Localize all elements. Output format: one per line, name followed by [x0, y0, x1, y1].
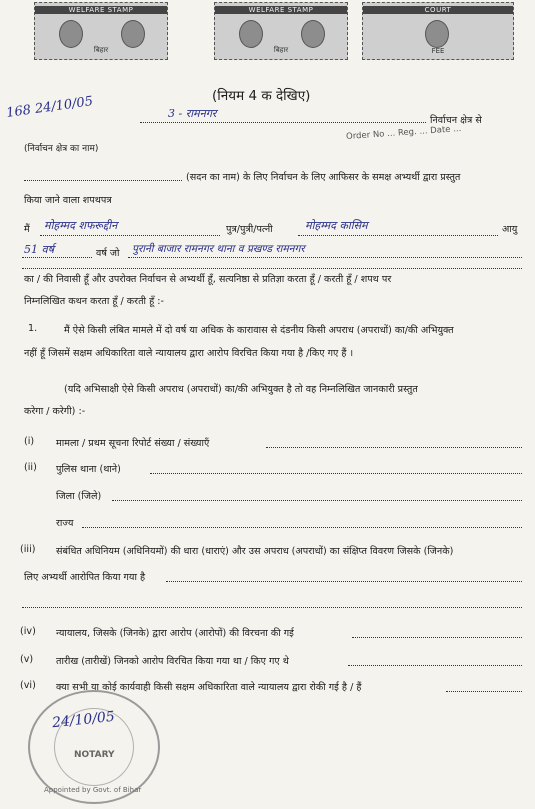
declarant-line3: का / की निवासी हूँ और उपरोक्त निर्वाचन से अभ्यर्थी हूँ, सत्यनिष्ठा से प्रतिज्ञा करता हूँ / करती हूँ / शपथ पर	[24, 274, 392, 285]
relation-label: पुत्र/पुत्री/पत्नी	[226, 224, 273, 235]
age-value: 51 वर्ष	[24, 243, 54, 256]
notary-seal	[28, 690, 160, 804]
emblem-icon	[59, 20, 83, 48]
rule-heading: (नियम 4 क देखिए)	[212, 88, 311, 104]
name-line	[40, 235, 220, 236]
note-line2: करेगा / करेगी) :-	[24, 406, 86, 417]
item-number: (ii)	[24, 462, 37, 473]
stamp-header: COURT	[363, 6, 513, 14]
stamp-sub: बिहार	[273, 46, 289, 54]
item-label-stay: क्या सभी या कोई कार्यवाही किसी सक्षम अधिकारिता वाले न्यायालय द्वारा रोकी गई है / हैं	[56, 682, 362, 693]
welfare-stamp	[214, 2, 348, 60]
item-line	[266, 447, 522, 448]
item-label-district: जिला (जिले)	[56, 491, 102, 502]
item-label-case: मामला / प्रथम सूचना रिपोर्ट संख्या / संख्याएँ	[56, 438, 210, 449]
item-number: (vi)	[20, 680, 36, 691]
stamp-header: WELFARE STAMP	[35, 6, 167, 14]
declarant-name: मोहम्मद शफरूद्दीन	[44, 219, 118, 232]
house-name-line	[24, 180, 182, 181]
item-line	[82, 527, 522, 528]
notary-signature: 24/10/05	[51, 708, 116, 732]
declarant-i: मैं	[24, 224, 30, 235]
address-value: पुरानी बाजार रामनगर थाना व प्रखण्ड रामनगर	[132, 243, 305, 255]
item-label-date: तारीख (तारीखें) जिनको आरोप विरचित किया गया था / किए गए थे	[56, 656, 289, 667]
address-line	[128, 257, 522, 258]
item-number: (iv)	[20, 626, 36, 637]
note-line1: (यदि अभिसाक्षी ऐसे किसी अपराध (अपराधों) का/की अभियुक्त है तो वह निम्नलिखित जानकारी प्रस्तुत	[64, 384, 418, 395]
stamp-sub: बिहार	[93, 46, 109, 54]
emblem-icon	[301, 20, 325, 48]
emblem-icon	[425, 20, 449, 48]
item-line	[166, 581, 522, 582]
item-number: (i)	[24, 436, 35, 447]
constituency-value: 3 - रामनगर	[168, 107, 217, 120]
para1-line2: नहीं हूँ जिसमें सक्षम अधिकारिता वाले न्यायालय द्वारा आरोप विरचित किया गया है /किए गए हैं ।	[24, 348, 354, 359]
item-label-court: न्यायालय, जिसके (जिनके) द्वारा आरोप (आरोपों) की विरचना की गई	[56, 628, 294, 639]
item-line	[22, 607, 522, 608]
emblem-icon	[121, 20, 145, 48]
father-name: मोहम्मद कासिम	[305, 219, 368, 232]
item-number: (iii)	[20, 544, 36, 555]
seal-ring-text: Appointed by Govt. of Bihar	[44, 786, 142, 794]
stamp-strip	[0, 0, 535, 62]
item-label-state: राज्य	[56, 518, 74, 529]
para1-line1: मैं ऐसे किसी लंबित मामले में दो वर्ष या अधिक के कारावास से दंडनीय किसी अपराध (अपराधों) का/की अभियुक्त	[64, 325, 454, 336]
item-line	[446, 691, 522, 692]
item-line	[150, 473, 522, 474]
age-suffix: वर्ष जो	[96, 248, 120, 259]
item-number: (v)	[20, 654, 34, 665]
welfare-stamp	[34, 2, 168, 60]
item-label-act-2: लिए अभ्यर्थी आरोपित किया गया है	[24, 572, 146, 583]
declarant-line4: निम्नलिखित कथन करता हूँ / करती हूँ :-	[24, 296, 164, 307]
para1-number: 1.	[28, 323, 38, 334]
address-line-2	[22, 268, 522, 269]
stamp-header: WELFARE STAMP	[215, 6, 347, 14]
constituency-line	[140, 122, 426, 123]
item-label-police: पुलिस थाना (थाने)	[56, 464, 121, 475]
intro-line2: किया जाने वाला शपथपत्र	[24, 195, 112, 206]
item-line	[348, 665, 522, 666]
emblem-icon	[239, 20, 263, 48]
intro-line1: (सदन का नाम) के लिए निर्वाचन के लिए आफिसर के समक्ष अभ्यर्थी द्वारा प्रस्तुत	[186, 172, 461, 183]
father-line	[298, 235, 498, 236]
item-line	[352, 637, 522, 638]
item-line	[112, 500, 522, 501]
stamp-note: Order No ... Reg. ... Date ...	[345, 123, 462, 143]
constituency-label: निर्वाचन क्षेत्र से	[430, 115, 482, 126]
item-label-act: संबंधित अधिनियम (अधिनियमों) की धारा (धाराएं) और उस अपराध (अपराधों) का संक्षिप्त विवरण जिसके (जिनके)	[56, 546, 454, 557]
margin-note: 168 24/10/05	[5, 93, 94, 122]
stamp-sub: FEE	[431, 47, 445, 55]
constituency-note: (निर्वाचन क्षेत्र का नाम)	[24, 144, 99, 154]
notary-text: NOTARY	[74, 750, 115, 760]
age-label: आयु	[502, 224, 518, 235]
court-fee-stamp	[362, 2, 514, 60]
age-line	[22, 257, 92, 258]
